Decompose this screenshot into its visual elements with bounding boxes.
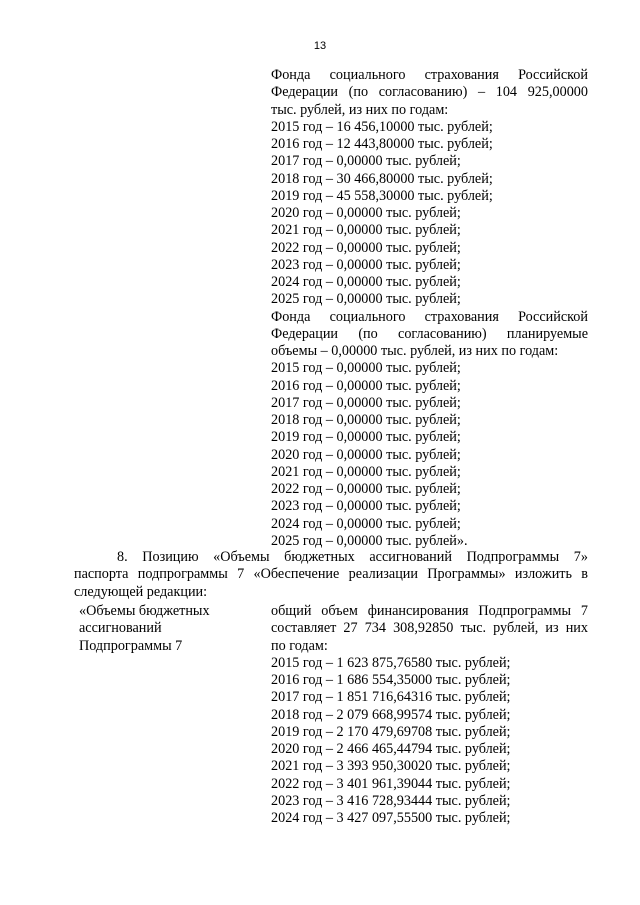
year-item: 2018 год – 0,00000 тыс. рублей;: [271, 412, 461, 428]
year-item: 2015 год – 1 623 875,76580 тыс. рублей;: [271, 654, 511, 671]
page-number: 13: [313, 40, 327, 52]
year-item: 2018 год – 2 079 668,99574 тыс. рублей;: [271, 706, 511, 723]
year-item: 2024 год – 3 427 097,55500 тыс. рублей;: [271, 810, 511, 826]
year-item: 2021 год – 0,00000 тыс. рублей;: [271, 463, 461, 480]
block1-intro-line: тыс. рублей, из них по годам:: [271, 101, 449, 118]
block2-intro-line: объемы – 0,00000 тыс. рублей, из них по годам:: [271, 343, 559, 359]
year-item: 2017 год – 0,00000 тыс. рублей;: [271, 153, 461, 170]
table-left-label: [79, 603, 259, 655]
block2-intro-line: Федерации (по согласованию) планируемые: [271, 325, 588, 342]
table-right-column: [271, 603, 588, 827]
year-item: 2022 год – 0,00000 тыс. рублей;: [271, 239, 461, 256]
block1-intro-line: Фонда социального страхования Российской: [271, 67, 588, 83]
block1-year-list: [271, 119, 588, 309]
year-item: 2023 год – 3 416 728,93444 тыс. рублей;: [271, 792, 511, 809]
year-item: 2022 год – 0,00000 тыс. рублей;: [271, 481, 461, 497]
block1-intro: [271, 67, 588, 119]
year-item: 2024 год – 0,00000 тыс. рублей;: [271, 274, 461, 290]
year-item: 2020 год – 0,00000 тыс. рублей;: [271, 446, 461, 463]
table-intro-line: по годам:: [271, 637, 328, 654]
block2-intro-line: Фонда социального страхования Российской: [271, 308, 588, 325]
year-item: 2016 год – 1 686 554,35000 тыс. рублей;: [271, 672, 511, 688]
year-item: 2023 год – 0,00000 тыс. рублей;: [271, 498, 461, 515]
year-item: 2018 год – 30 466,80000 тыс. рублей;: [271, 170, 493, 187]
year-item: 2021 год – 3 393 950,30020 тыс. рублей;: [271, 758, 511, 775]
table-intro: [271, 603, 588, 655]
paragraph-8-line: 8. Позицию «Объемы бюджетных ассигнований Подпрограммы 7»: [117, 549, 588, 565]
year-item: 2016 год – 12 443,80000 тыс. рублей;: [271, 136, 493, 152]
year-item: 2019 год – 45 558,30000 тыс. рублей;: [271, 187, 493, 204]
paragraph-8-line: следующей редакции:: [74, 583, 208, 600]
label-line: Подпрограммы 7: [79, 637, 183, 654]
block1-intro-line: Федерации (по согласованию) – 104 925,00000: [271, 84, 588, 101]
paragraph-8: [74, 549, 588, 601]
block2-year-list: [271, 360, 588, 550]
label-line: «Объемы бюджетных: [79, 603, 210, 619]
year-item: 2017 год – 0,00000 тыс. рублей;: [271, 394, 461, 411]
year-item: 2023 год – 0,00000 тыс. рублей;: [271, 256, 461, 273]
table-year-list: [271, 655, 588, 828]
year-item: 2020 год – 0,00000 тыс. рублей;: [271, 205, 461, 221]
year-item: 2025 год – 0,00000 тыс. рублей;: [271, 291, 461, 308]
table-intro-line: составляет 27 734 308,92850 тыс. рублей, из них: [271, 620, 588, 637]
year-item: 2025 год – 0,00000 тыс. рублей».: [271, 532, 468, 549]
paragraph-8-line: паспорта подпрограммы 7 «Обеспечение реализации Программы» изложить в: [74, 566, 588, 583]
funding-details-column: [271, 67, 588, 550]
year-item: 2021 год – 0,00000 тыс. рублей;: [271, 222, 461, 239]
block2-intro: [271, 309, 588, 361]
year-item: 2015 год – 0,00000 тыс. рублей;: [271, 360, 461, 377]
year-item: 2024 год – 0,00000 тыс. рублей;: [271, 515, 461, 532]
year-item: 2019 год – 2 170 479,69708 тыс. рублей;: [271, 723, 511, 740]
year-item: 2015 год – 16 456,10000 тыс. рублей;: [271, 118, 493, 135]
year-item: 2020 год – 2 466 465,44794 тыс. рублей;: [271, 741, 511, 757]
year-item: 2016 год – 0,00000 тыс. рублей;: [271, 377, 461, 394]
year-item: 2017 год – 1 851 716,64316 тыс. рублей;: [271, 689, 511, 706]
table-intro-line: общий объем финансирования Подпрограммы 7: [271, 603, 588, 619]
year-item: 2019 год – 0,00000 тыс. рублей;: [271, 429, 461, 446]
year-item: 2022 год – 3 401 961,39044 тыс. рублей;: [271, 775, 511, 792]
label-line: ассигнований: [79, 620, 162, 637]
